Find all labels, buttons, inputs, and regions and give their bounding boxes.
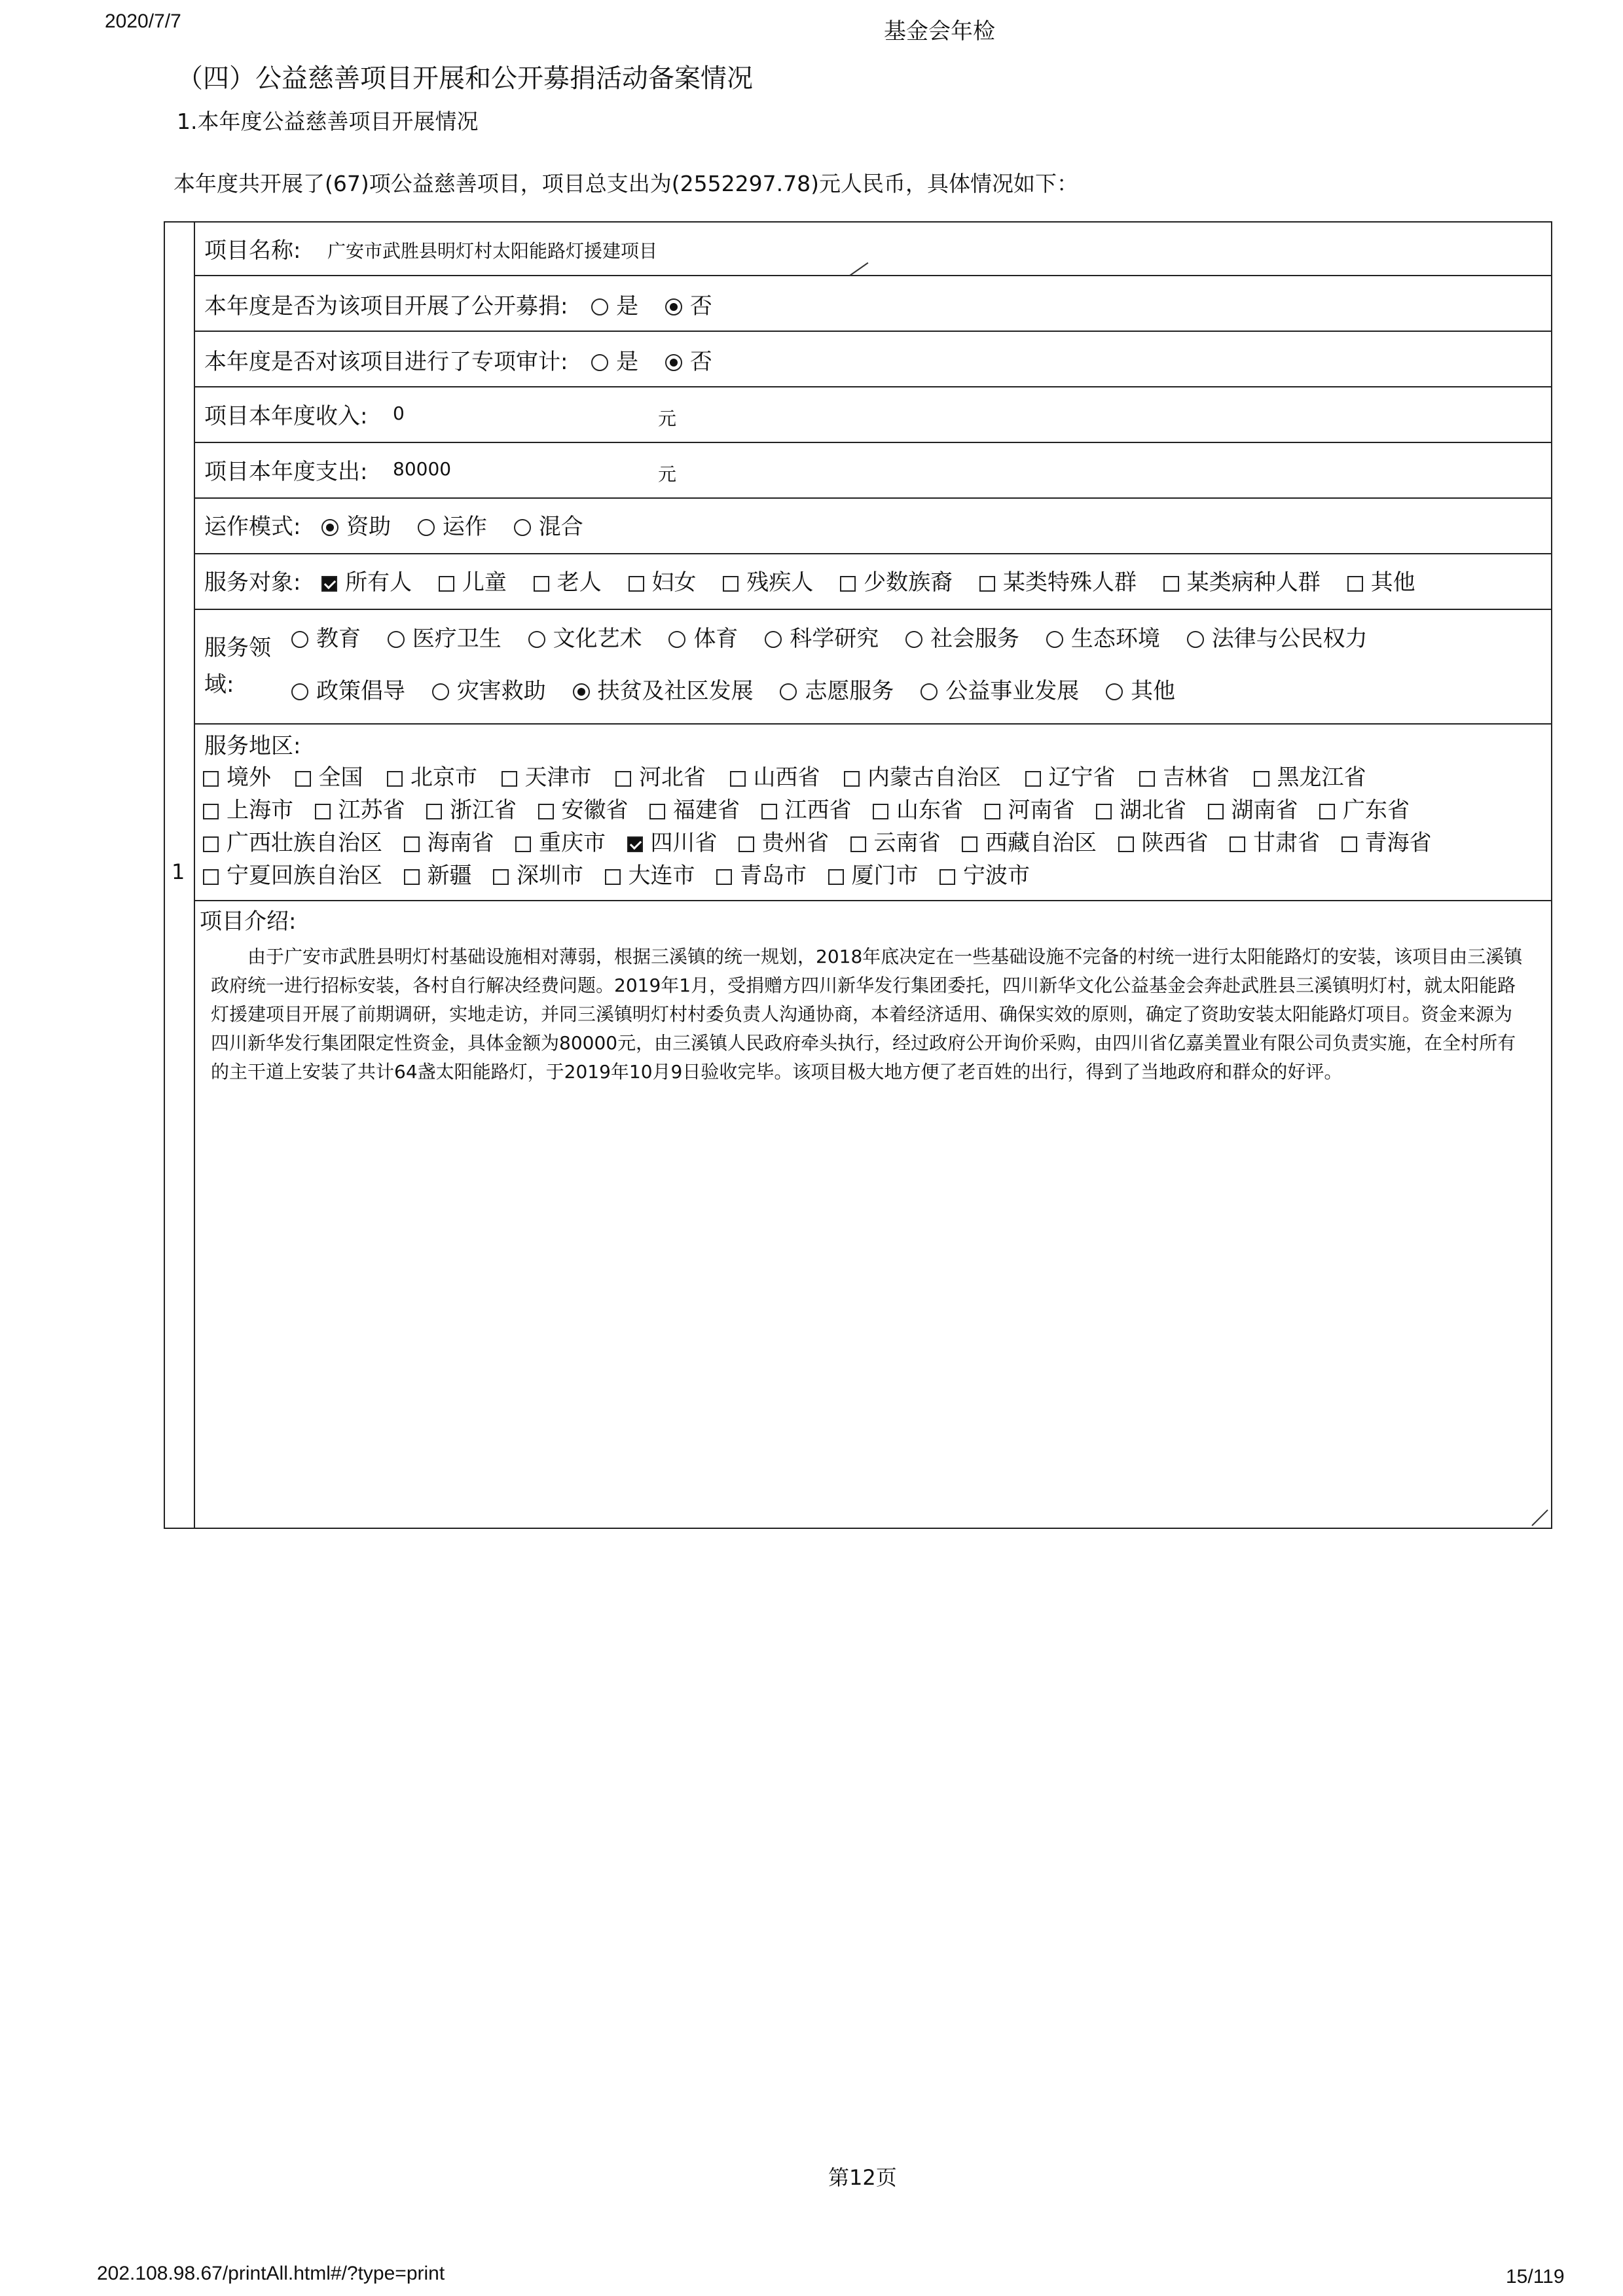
checkbox-icon <box>387 771 403 787</box>
field-option[interactable]: 政策倡导 <box>291 673 405 705</box>
region-option[interactable]: 湖南省 <box>1208 792 1298 824</box>
region-option[interactable]: 厦门市 <box>828 857 919 889</box>
region-row1 <box>203 759 1366 791</box>
region-option[interactable]: 广东省 <box>1319 792 1410 824</box>
project-name-label: 项目名称: <box>204 238 301 264</box>
region-option[interactable]: 青海省 <box>1341 825 1432 857</box>
checkbox-icon <box>615 771 631 787</box>
radio-selected-icon <box>665 354 682 371</box>
region-option[interactable]: 贵州省 <box>739 825 829 857</box>
print-date: 2020/7/7 <box>105 10 181 32</box>
region-option[interactable]: 山西省 <box>730 759 820 791</box>
service-field-row2 <box>291 673 1175 705</box>
checkbox-icon <box>1347 576 1363 592</box>
radio-icon <box>1187 631 1204 648</box>
field-option[interactable]: 法律与公民权力 <box>1187 620 1368 653</box>
checkbox-icon <box>605 869 621 885</box>
radio-icon <box>668 631 685 648</box>
field-option[interactable]: 科学研究 <box>765 620 879 653</box>
checkbox-icon <box>404 836 420 852</box>
field-option[interactable]: 扶贫及社区发展 <box>573 673 754 705</box>
target-option[interactable]: 所有人 <box>321 564 412 596</box>
region-option[interactable]: 四川省 <box>627 825 718 857</box>
region-option[interactable]: 安徽省 <box>538 792 629 824</box>
checkbox-icon <box>534 576 549 592</box>
radio-selected-icon <box>665 298 682 315</box>
service-field-row1 <box>291 620 1368 653</box>
checkbox-icon <box>203 836 219 852</box>
checkbox-icon <box>203 869 219 885</box>
audit-option-yes[interactable]: 是 <box>591 344 638 376</box>
fundraising-label: 本年度是否为该项目开展了公开募捐: <box>204 293 568 319</box>
intro-label: 项目介绍: <box>200 908 297 935</box>
intro-text: 由于广安市武胜县明灯村基础设施相对薄弱，根据三溪镇的统一规划，2018年底决定在一些基础设施不完备的村统一进行太阳能路灯的安装，该项目由三溪镇政府统一进行招标安装，各村自行解决经费问题。2019年1月，受捐赠方四川新华发行集团委托，四川新华文化公益基金会奔赴武胜县三溪镇明灯村，就太阳能路灯援建项目开展了前期调研，实地走访，并同三溪镇明灯村村委负责人沟通协商，本着经济适用、确保实效的原则，确定了资助安装太阳能路灯项目。资金来源为四川新华发行集团限定性资金，具体金额为80000元，由三溪镇人民政府牵头执行，经过政府公开询价采购，由四川省亿嘉美置业有限公司负责实施，在全村所有的主干道上安装了共计64盏太阳能路灯，于2019年10月9日验收完毕。该项目极大地方便了老百姓的出行，得到了当地政府和群众的好评。 <box>211 946 1523 1083</box>
radio-icon <box>1046 631 1063 648</box>
print-header-title: 基金会年检 <box>884 18 995 45</box>
checkbox-icon <box>315 804 331 819</box>
expense-unit: 元 <box>658 463 677 485</box>
operation-mode-label: 运作模式: <box>204 514 301 540</box>
region-option[interactable]: 广西壮族自治区 <box>203 825 382 857</box>
checkbox-icon <box>716 869 732 885</box>
radio-icon <box>291 631 308 648</box>
row-divider <box>194 331 1552 332</box>
checkbox-icon <box>1254 771 1269 787</box>
field-option[interactable]: 志愿服务 <box>780 673 894 705</box>
checkbox-icon <box>985 804 1000 819</box>
section-title: （四）公益慈善项目开展和公开募捐活动备案情况 <box>177 63 753 94</box>
radio-icon <box>921 683 938 700</box>
radio-selected-icon <box>573 683 590 700</box>
checkbox-checked-icon <box>627 836 643 852</box>
field-option[interactable]: 灾害救助 <box>432 673 546 705</box>
audit-option-no[interactable]: 否 <box>665 344 712 376</box>
radio-icon <box>905 631 922 648</box>
region-option[interactable]: 辽宁省 <box>1025 759 1116 791</box>
checkbox-icon <box>629 576 644 592</box>
target-option[interactable]: 妇女 <box>629 564 697 596</box>
service-region-label: 服务地区: <box>204 733 301 759</box>
row-divider <box>194 900 1552 901</box>
checkbox-icon <box>493 869 509 885</box>
field-option[interactable]: 教育 <box>291 620 361 653</box>
region-option[interactable]: 河南省 <box>985 792 1075 824</box>
checkbox-icon <box>1230 836 1245 852</box>
field-option[interactable]: 生态环境 <box>1046 620 1160 653</box>
print-url: 202.108.98.67/printAll.html#/?type=print <box>97 2263 445 2284</box>
checkbox-icon <box>730 771 746 787</box>
checkbox-icon <box>1118 836 1134 852</box>
radio-icon <box>388 631 405 648</box>
radio-icon <box>780 683 797 700</box>
field-option[interactable]: 文化艺术 <box>528 620 642 653</box>
checkbox-icon <box>1341 836 1357 852</box>
checkbox-icon <box>1025 771 1041 787</box>
target-option[interactable]: 某类特殊人群 <box>979 564 1137 596</box>
fundraising-option-yes[interactable]: 是 <box>591 288 638 320</box>
checkbox-icon <box>426 804 442 819</box>
row-divider <box>194 442 1552 443</box>
region-option[interactable]: 西藏自治区 <box>962 825 1097 857</box>
operation-mode-option-grant[interactable]: 资助 <box>321 509 391 541</box>
region-option[interactable]: 黑龙江省 <box>1254 759 1366 791</box>
page-number-label: 第12页 <box>828 2165 897 2190</box>
checkbox-icon <box>844 771 860 787</box>
checkbox-icon <box>723 576 739 592</box>
service-target-label: 服务对象: <box>204 569 301 596</box>
region-option[interactable]: 宁夏回族自治区 <box>203 857 382 889</box>
audit-label: 本年度是否对该项目进行了专项审计: <box>204 349 568 375</box>
checkbox-icon <box>1139 771 1155 787</box>
region-option[interactable]: 福建省 <box>649 792 740 824</box>
fundraising-row <box>204 288 712 320</box>
region-option[interactable]: 海南省 <box>404 825 494 857</box>
region-option[interactable]: 江苏省 <box>315 792 405 824</box>
checkbox-icon <box>828 869 844 885</box>
row-divider <box>194 609 1552 610</box>
region-option[interactable]: 吉林省 <box>1139 759 1230 791</box>
radio-icon <box>591 354 608 371</box>
projects-summary: 本年度共开展了(67)项公益慈善项目，项目总支出为(2552297.78)元人民币，具体情况如下： <box>173 171 1078 196</box>
checkbox-icon <box>739 836 754 852</box>
region-option[interactable]: 江西省 <box>761 792 852 824</box>
fundraising-option-no[interactable]: 否 <box>665 288 712 320</box>
checkbox-icon <box>1319 804 1335 819</box>
region-option[interactable]: 云南省 <box>850 825 941 857</box>
operation-mode-row <box>204 509 583 541</box>
radio-icon <box>1106 683 1123 700</box>
radio-icon <box>432 683 449 700</box>
checkbox-icon <box>1163 576 1179 592</box>
checkbox-icon <box>203 804 219 819</box>
checkbox-icon <box>203 771 219 787</box>
service-target-row <box>204 564 1415 596</box>
checkbox-icon <box>439 576 454 592</box>
region-option[interactable]: 大连市 <box>605 857 695 889</box>
region-option[interactable]: 宁波市 <box>939 857 1030 889</box>
row-divider <box>194 275 1552 276</box>
row-divider <box>194 497 1552 499</box>
expense-value: 80000 <box>393 458 452 480</box>
region-option[interactable]: 重庆市 <box>515 825 606 857</box>
checkbox-icon <box>1096 804 1112 819</box>
region-option[interactable]: 新疆 <box>404 857 472 889</box>
service-field-label-line2: 域: <box>204 672 234 698</box>
audit-row <box>204 344 712 376</box>
target-option[interactable]: 老人 <box>534 564 602 596</box>
region-option[interactable]: 河北省 <box>615 759 706 791</box>
operation-mode-option-operate[interactable]: 运作 <box>418 509 487 541</box>
expense-label: 项目本年度支出: <box>204 459 368 485</box>
target-option[interactable]: 某类病种人群 <box>1163 564 1321 596</box>
radio-icon <box>291 683 308 700</box>
radio-icon <box>418 519 435 536</box>
field-option[interactable]: 其他 <box>1106 673 1175 705</box>
checkbox-icon <box>1208 804 1224 819</box>
field-option[interactable]: 社会服务 <box>905 620 1019 653</box>
region-row4 <box>203 857 1030 889</box>
field-option[interactable]: 医疗卫生 <box>388 620 501 653</box>
checkbox-icon <box>538 804 554 819</box>
target-option[interactable]: 其他 <box>1347 564 1415 596</box>
target-option[interactable]: 残疾人 <box>723 564 813 596</box>
checkbox-icon <box>649 804 665 819</box>
radio-icon <box>528 631 545 648</box>
income-value: 0 <box>393 403 405 424</box>
checkbox-icon <box>850 836 866 852</box>
checkbox-checked-icon <box>321 576 337 592</box>
radio-icon <box>765 631 782 648</box>
checkbox-icon <box>939 869 955 885</box>
region-option[interactable]: 山东省 <box>873 792 963 824</box>
region-option[interactable]: 甘肃省 <box>1230 825 1320 857</box>
project-row-number: 1 <box>172 859 185 884</box>
region-row3 <box>203 825 1432 857</box>
region-option[interactable]: 北京市 <box>387 759 477 791</box>
checkbox-icon <box>515 836 531 852</box>
table-index-column-divider <box>194 221 195 1529</box>
checkbox-icon <box>295 771 311 787</box>
checkbox-icon <box>962 836 977 852</box>
region-option[interactable]: 青岛市 <box>716 857 807 889</box>
checkbox-icon <box>404 869 420 885</box>
print-page-count: 15/119 <box>1506 2266 1565 2287</box>
checkbox-icon <box>873 804 888 819</box>
income-unit: 元 <box>658 408 677 429</box>
region-option[interactable]: 陕西省 <box>1118 825 1209 857</box>
row-divider <box>194 723 1552 725</box>
row-divider <box>194 553 1552 554</box>
radio-icon <box>591 298 608 315</box>
radio-selected-icon <box>321 519 338 536</box>
checkbox-icon <box>761 804 777 819</box>
region-row2 <box>203 792 1410 824</box>
radio-icon <box>514 519 531 536</box>
region-option[interactable]: 浙江省 <box>426 792 517 824</box>
checkbox-icon <box>979 576 995 592</box>
target-option[interactable]: 儿童 <box>439 564 507 596</box>
region-option[interactable]: 全国 <box>295 759 363 791</box>
income-label: 项目本年度收入: <box>204 403 368 429</box>
section-subtitle: 1.本年度公益慈善项目开展情况 <box>177 109 479 134</box>
row-divider <box>194 386 1552 387</box>
region-option[interactable]: 深圳市 <box>493 857 583 889</box>
project-name-value: 广安市武胜县明灯村太阳能路灯援建项目 <box>327 240 658 262</box>
region-option[interactable]: 内蒙古自治区 <box>844 759 1001 791</box>
field-option[interactable]: 公益事业发展 <box>921 673 1079 705</box>
region-option[interactable]: 天津市 <box>501 759 592 791</box>
region-option[interactable]: 境外 <box>203 759 271 791</box>
operation-mode-option-mixed[interactable]: 混合 <box>514 509 583 541</box>
region-option[interactable]: 上海市 <box>203 792 293 824</box>
checkbox-icon <box>501 771 517 787</box>
checkbox-icon <box>840 576 856 592</box>
target-option[interactable]: 少数族裔 <box>840 564 953 596</box>
service-field-label-line1: 服务领 <box>204 635 271 661</box>
region-option[interactable]: 湖北省 <box>1096 792 1186 824</box>
field-option[interactable]: 体育 <box>668 620 738 653</box>
